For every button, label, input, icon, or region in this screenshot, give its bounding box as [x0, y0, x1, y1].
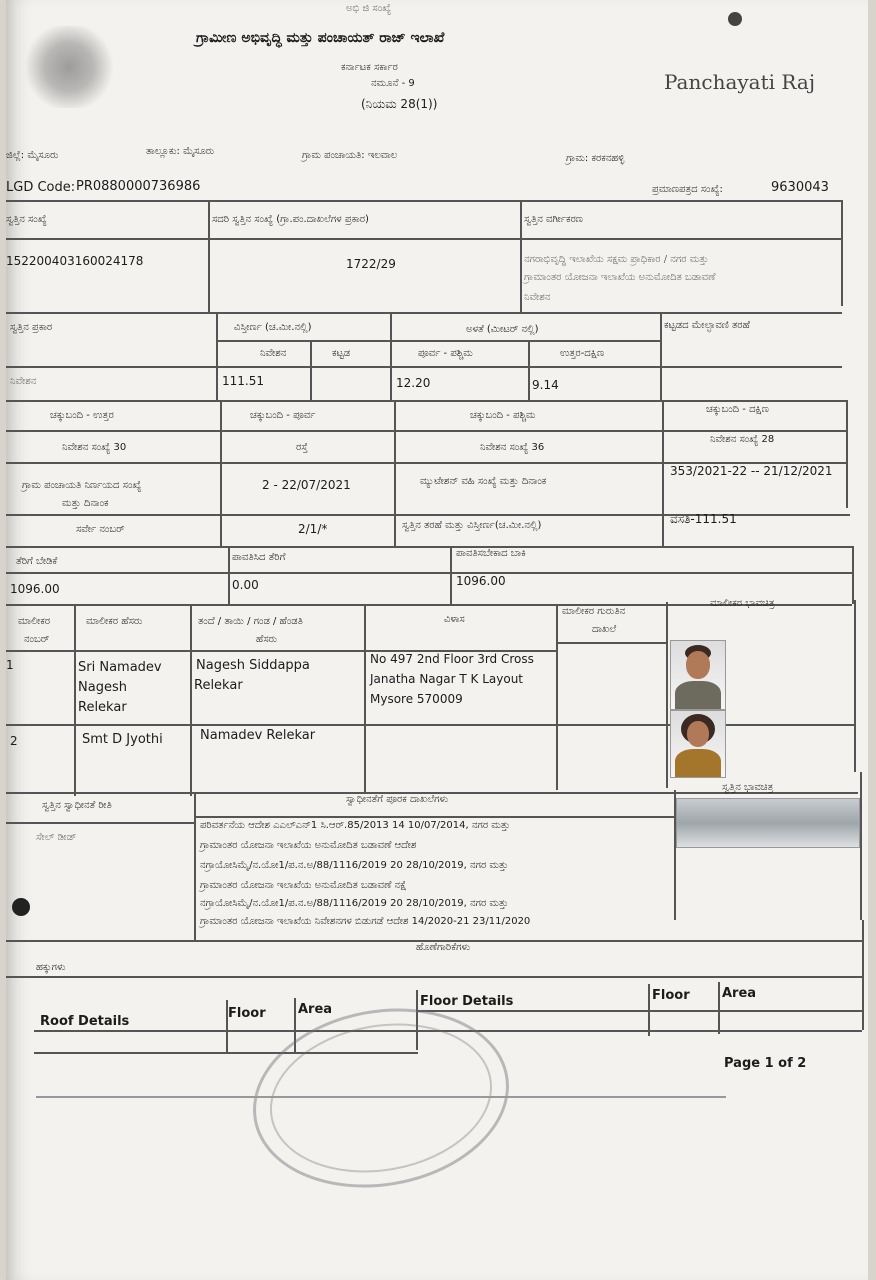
- table-line: [416, 1030, 862, 1032]
- certificate-value: 9630043: [771, 180, 829, 195]
- relation-line: Nagesh Siddappa: [196, 658, 310, 673]
- owner-name-line: Relekar: [78, 700, 127, 715]
- table-line: [852, 546, 854, 604]
- table-line: [6, 976, 862, 978]
- panchayati-raj-brand: Panchayati Raj: [664, 70, 816, 94]
- table-line: [6, 400, 846, 402]
- table-line: [6, 200, 842, 202]
- type-area-label: ಸ್ವತ್ತಿನ ತರಹೆ ಮತ್ತು ವಿಸ್ತೀರ್ಣ(ಚ.ಮೀ.ನಲ್ಲಿ): [402, 520, 542, 531]
- owner-name-line: Smt D Jyothi: [82, 732, 163, 747]
- property-id-label: ಸ್ವತ್ತಿನ ಸಂಖ್ಯೆ: [6, 214, 47, 225]
- table-line: [226, 1000, 228, 1054]
- east-west-label: ಪೂರ್ವ - ಪಶ್ಚಿಮ: [418, 348, 473, 359]
- tax-paid-value: 0.00: [232, 578, 259, 592]
- owner-number: 2: [10, 734, 18, 748]
- binding-hole-icon: [12, 898, 30, 916]
- owner-name-line: Nagesh: [78, 680, 127, 695]
- type-area-value: ವಸತಿ-111.51: [670, 512, 737, 526]
- mutation-value: 353/2021-22 -- 21/12/2021: [670, 464, 833, 478]
- table-line: [841, 200, 843, 306]
- table-line: [6, 238, 842, 240]
- roof-details-label: Roof Details: [40, 1014, 130, 1029]
- floor-area-label: Area: [722, 986, 757, 1001]
- rule-number: (ನಿಯಮ 28(1)): [361, 97, 438, 111]
- resolution-value: 2 - 22/07/2021: [262, 478, 351, 492]
- classification-line-2: ಗ್ರಾಮಾಂತರ ಯೋಜನಾ ಇಲಾಖೆಯ ಅನುಮೋದಿತ ಬಡಾವಣೆ: [524, 272, 716, 283]
- village-text: ಗ್ರಾಮ: ಕರಕನಹಳ್ಳಿ: [566, 153, 625, 164]
- lgd-code-label: LGD Code:: [6, 180, 76, 195]
- building-label: ಕಟ್ಟಡ: [332, 348, 351, 359]
- address-line: No 497 2nd Floor 3rd Cross: [370, 652, 534, 666]
- table-line: [6, 822, 194, 824]
- area-label: ವಿಸ್ತೀರ್ಣ (ಚ.ಮೀ.ನಲ್ಲಿ): [234, 322, 312, 333]
- docs-line: ನಗ್ರಾಯೋಸಿಮೈ/ನ.ಯೋ1/ಪ.ನ.ಅ/88/1116/2019 20 28/10/2019, ನಗರ ಮತ್ತು: [200, 860, 509, 871]
- owner-name-line: Sri Namadev: [78, 660, 162, 675]
- table-line: [6, 312, 842, 314]
- table-line: [6, 366, 842, 368]
- south-boundary-label: ಚಕ್ಕುಬಂದಿ - ದಕ್ಷಿಣ: [706, 404, 769, 415]
- tax-due-label: ಪಾವತಿಸಬೇಕಾದ ಬಾಕಿ: [456, 548, 526, 559]
- supporting-docs-label: ಸ್ವಾಧೀನತೆಗೆ ಪೂರಕ ದಾಖಲೆಗಳು: [346, 794, 449, 805]
- property-type-label: ಸ್ವತ್ತಿನ ಪ್ರಕಾರ: [10, 322, 53, 333]
- classification-line-1: ನಗರಾಭಿವೃದ್ಧಿ ಇಲಾಖೆಯ ಸಕ್ಷಮ ಪ್ರಾಧಿಕಾರ / ನಗರ ಮತ್ತು: [524, 254, 709, 265]
- classification-line-3: ನಿವೇಶನ: [524, 292, 551, 303]
- roof-floor-label: Floor: [228, 1006, 266, 1021]
- table-line: [528, 340, 530, 400]
- table-line: [6, 430, 846, 432]
- owner-id-header-1: ಮಾಲೀಕರ ಗುರುತಿನ: [562, 606, 626, 617]
- roof-type-label: ಕಟ್ಟಡದ ಮೇಲ್ಛಾವಣಿ ತರಹೆ: [664, 320, 750, 331]
- table-line: [390, 312, 392, 400]
- east-boundary-label: ಚಕ್ಕುಬಂದಿ - ಪೂರ್ವ: [250, 410, 316, 421]
- table-line: [6, 572, 852, 574]
- docs-line: ನಗ್ರಾಯೋಸಿಮೈ/ನ.ಯೋ1/ಪ.ನ.ಅ/88/1116/2019 20 28/10/2019, ನಗರ ಮತ್ತು: [200, 898, 509, 909]
- district-text: ಜಿಲ್ಲೆ: ಮೈಸೂರು: [6, 150, 59, 161]
- table-line: [860, 772, 862, 920]
- encumbrances-label: ಹೊಣೆಗಾರಿಕೆಗಳು: [416, 942, 471, 953]
- survey-number-value: 2/1/*: [298, 522, 328, 536]
- government-title: ಕರ್ನಾಟಕ ಸರ್ಕಾರ: [341, 62, 398, 73]
- docs-line: ಪರಿವರ್ತನೆಯ ಆದೇಶ ಎಎಲ್ಎನ್1 ಸಿ.ಆರ್.85/2013 14 10/07/2014, ನಗರ ಮತ್ತು: [200, 820, 511, 831]
- survey-number-label: ಸರ್ವೇ ನಂಬರ್: [76, 524, 125, 535]
- property-photo: [676, 798, 860, 848]
- owner-number-header-2: ನಂಬರ್: [24, 634, 50, 645]
- east-boundary-value: ರಸ್ತೆ: [296, 442, 308, 453]
- table-line: [450, 546, 452, 604]
- taluk-text: ತಾಲ್ಲೂಕು: ಮೈಸೂರು: [146, 146, 215, 157]
- measure-label: ಅಳತೆ (ಮೀಟರ್ ನಲ್ಲಿ): [466, 324, 539, 335]
- tax-due-value: 1096.00: [456, 574, 506, 588]
- property-type-value: ನಿವೇಶನ: [10, 376, 37, 387]
- certificate-label: ಪ್ರಮಾಣಪತ್ರದ ಸಂಖ್ಯೆ:: [652, 184, 723, 195]
- floor-floor-label: Floor: [652, 988, 690, 1003]
- owner-name-header: ಮಾಲೀಕರ ಹೆಸರು: [86, 616, 143, 627]
- gram-panchayat-text: ಗ್ರಾಮ ಪಂಚಾಯತಿ: ಇಲವಾಲ: [302, 150, 398, 161]
- north-south-label: ಉತ್ತರ-ದಕ್ಷಿಣ: [560, 348, 605, 359]
- owner-photo-header: ಮಾಲೀಕರ ಭಾವಚಿತ್ರ: [710, 598, 775, 609]
- relation-line: Relekar: [194, 678, 243, 693]
- west-boundary-value: ನಿವೇಶನ ಸಂಖ್ಯೆ 36: [480, 442, 545, 453]
- east-west-value: 12.20: [396, 376, 431, 390]
- address-line: Mysore 570009: [370, 692, 463, 706]
- table-line: [854, 600, 856, 772]
- table-line: [228, 546, 230, 604]
- table-line: [666, 602, 668, 788]
- acquisition-mode-value: ಸೇಲ್ ಡೀಡ್: [36, 832, 77, 843]
- table-line: [310, 340, 312, 400]
- owner-number: 1: [6, 658, 14, 672]
- relation-line: Namadev Relekar: [200, 728, 316, 743]
- owner-id-header-2: ದಾಖಲೆ: [592, 624, 617, 635]
- table-line: [416, 1010, 862, 1012]
- resolution-label-1: ಗ್ರಾಮ ಪಂಚಾಯತಿ ನಿರ್ಣಯದ ಸಂಖ್ಯೆ: [22, 480, 142, 491]
- relation-header-1: ತಂದೆ / ತಾಯಿ / ಗಂಡ / ಹೆಂಡತಿ: [198, 616, 303, 627]
- owner-2-photo: [670, 710, 726, 778]
- page-edge-line: [36, 1096, 726, 1098]
- table-line: [74, 606, 76, 796]
- department-title: ಗ್ರಾಮೀಣ ಅಭಿವೃದ್ಧಿ ಮತ್ತು ಪಂಚಾಯತ್ ರಾಜ್ ಇಲಾಖೆ: [196, 30, 445, 46]
- table-line: [556, 642, 666, 644]
- old-number-label: ಸದರಿ ಸ್ವತ್ತಿನ ಸಂಖ್ಯೆ (ಗ್ರಾ.ಪಂ.ದಾಖಲೆಗಳ ಪ್ರಕಾರ): [212, 214, 369, 225]
- official-seal-stamp: [239, 989, 524, 1207]
- old-number-value: 1722/29: [346, 257, 396, 271]
- table-line: [718, 982, 720, 1034]
- table-line: [862, 920, 864, 1030]
- table-line: [216, 340, 660, 342]
- table-line: [208, 200, 210, 312]
- table-line: [6, 724, 854, 726]
- address-line: Janatha Nagar T K Layout: [370, 672, 523, 686]
- owner-1-photo: [670, 640, 726, 710]
- docs-line: ಗ್ರಾಮಾಂತರ ಯೋಜನಾ ಇಲಾಖೆಯ ಅನುಮೋದಿತ ಬಡಾವಣೆ ನಕ್ಷೆ: [200, 880, 407, 891]
- address-header: ವಿಳಾಸ: [444, 614, 465, 625]
- south-boundary-value: ನಿವೇಶನ ಸಂಖ್ಯೆ 28: [710, 434, 775, 445]
- table-line: [520, 200, 522, 312]
- table-line: [662, 400, 664, 546]
- table-line: [194, 816, 674, 818]
- classification-label: ಸ್ವತ್ತಿನ ವರ್ಗೀಕರಣ: [524, 214, 583, 225]
- relation-header-2: ಹೆಸರು: [256, 634, 278, 645]
- ink-dot: [728, 12, 742, 26]
- tax-demand-label: ತೆರಿಗೆ ಬೇಡಿಕೆ: [16, 556, 58, 567]
- table-line: [846, 400, 848, 508]
- lgd-code-value: PR0880000736986: [76, 179, 201, 194]
- floor-details-label: Floor Details: [420, 994, 514, 1009]
- table-line: [216, 312, 218, 400]
- tax-demand-value: 1096.00: [10, 582, 60, 596]
- table-line: [660, 312, 662, 400]
- government-emblem: [14, 26, 124, 108]
- north-boundary-label: ಚಕ್ಕುಬಂದಿ - ಉತ್ತರ: [50, 410, 114, 421]
- north-boundary-value: ನಿವೇಶನ ಸಂಖ್ಯೆ 30: [62, 442, 127, 453]
- west-boundary-label: ಚಕ್ಕುಬಂದಿ - ಪಶ್ಚಿಮ: [470, 410, 536, 421]
- acquisition-mode-label: ಸ್ವತ್ತಿನ ಸ್ವಾಧೀನತೆ ರೀತಿ: [42, 800, 112, 811]
- property-photo-label: ಸ್ವತ್ತಿನ ಭಾವಚಿತ್ರ: [722, 782, 774, 793]
- owner-number-header-1: ಮಾಲೀಕರ: [18, 616, 51, 627]
- document-sheet: [6, 0, 868, 1280]
- mutation-label: ಮ್ಯುಟೇಶನ್ ವಹಿ ಸಂಖ್ಯೆ ಮತ್ತು ದಿನಾಂಕ: [420, 476, 547, 487]
- resolution-label-2: ಮತ್ತು ದಿನಾಂಕ: [62, 498, 109, 509]
- property-id-value: 152200403160024178: [6, 254, 144, 268]
- docs-line: ಗ್ರಾಮಾಂತರ ಯೋಜನಾ ಇಲಾಖೆಯ ನಿವೇಶನಗಳ ಬಿಡುಗಡೆ ಆದೇಶ 14/2020-21 23/11/2020: [200, 916, 531, 927]
- page-number: Page 1 of 2: [724, 1056, 807, 1071]
- north-south-value: 9.14: [532, 378, 559, 392]
- table-line: [220, 400, 222, 546]
- table-line: [364, 606, 366, 794]
- rights-label: ಹಕ್ಕುಗಳು: [36, 962, 66, 973]
- site-area-value: 111.51: [222, 374, 264, 388]
- tax-paid-label: ಪಾವತಿಸಿದ ತೆರಿಗೆ: [232, 552, 286, 563]
- table-line: [394, 400, 396, 546]
- top-partial-text: ಅಭಿ ಜಿ ಸಂಖ್ಯೆ: [346, 3, 392, 14]
- table-line: [556, 604, 558, 790]
- table-line: [6, 546, 852, 548]
- table-line: [194, 792, 196, 942]
- roof-area-label: Area: [298, 1002, 333, 1017]
- form-number: ನಮೂನೆ - 9: [371, 78, 415, 89]
- site-label: ನಿವೇಶನ: [260, 348, 287, 359]
- table-line: [190, 606, 192, 796]
- docs-line: ಗ್ರಾಮಾಂತರ ಯೋಜನಾ ಇಲಾಖೆಯ ಅನುಮೋದಿತ ಬಡಾವಣೆ ಆದೇಶ: [200, 840, 417, 851]
